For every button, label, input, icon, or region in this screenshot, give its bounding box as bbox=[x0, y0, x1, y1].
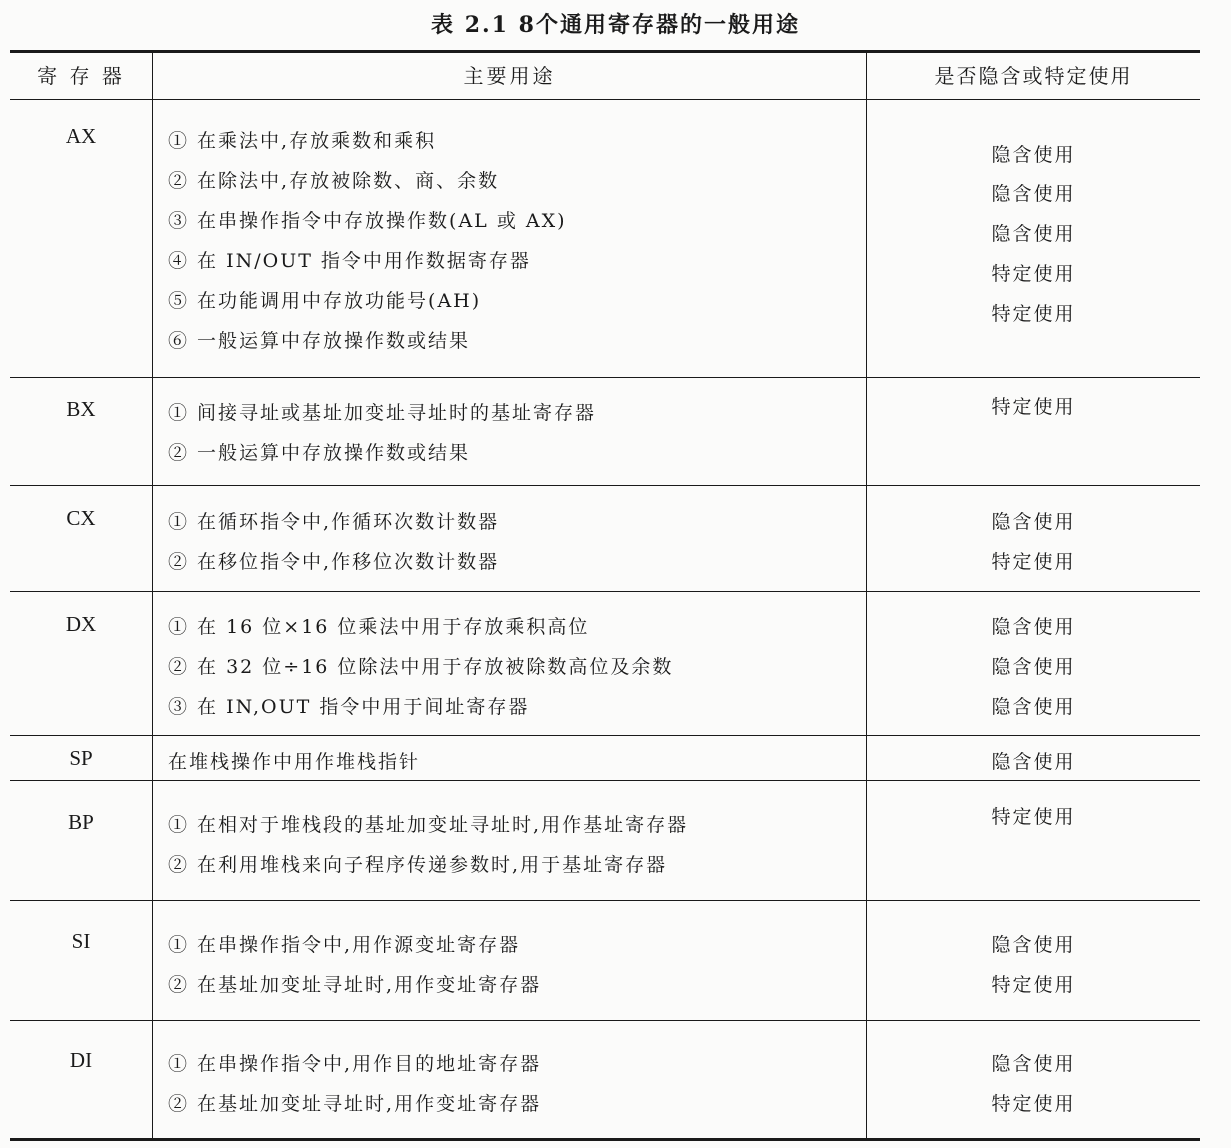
row-rule bbox=[10, 735, 1200, 736]
usage-item: ③ 在串操作指令中存放操作数(AL 或 AX) bbox=[168, 210, 567, 232]
header-mode: 是否隐含或特定使用 bbox=[934, 64, 1133, 88]
usage-mode: 特定使用 bbox=[991, 974, 1076, 996]
usage-item: ② 在 32 位÷16 位除法中用于存放被除数高位及余数 bbox=[168, 656, 674, 678]
register-name: BP bbox=[68, 810, 94, 834]
row-rule bbox=[10, 1020, 1200, 1021]
register-name: DI bbox=[69, 1048, 93, 1072]
usage-mode: 特定使用 bbox=[991, 396, 1076, 418]
register-name: DX bbox=[65, 612, 97, 636]
usage-item: ⑥ 一般运算中存放操作数或结果 bbox=[168, 330, 471, 352]
usage-item: ② 在基址加变址寻址时,用作变址寄存器 bbox=[168, 1093, 542, 1115]
usage-mode: 隐含使用 bbox=[991, 751, 1076, 773]
usage-mode: 特定使用 bbox=[991, 263, 1076, 285]
usage-item: ② 在利用堆栈来向子程序传递参数时,用于基址寄存器 bbox=[168, 854, 668, 876]
usage-item: 在堆栈操作中用作堆栈指针 bbox=[168, 751, 421, 773]
table-caption: 表 2.1 8个通用寄存器的一般用途 bbox=[431, 12, 800, 38]
row-rule bbox=[10, 900, 1200, 901]
usage-item: ① 在 16 位×16 位乘法中用于存放乘积高位 bbox=[168, 616, 590, 638]
usage-item: ① 在循环指令中,作循环次数计数器 bbox=[168, 511, 500, 533]
usage-mode: 隐含使用 bbox=[991, 934, 1076, 956]
register-name: AX bbox=[65, 124, 97, 148]
usage-item: ③ 在 IN,OUT 指令中用于间址寄存器 bbox=[168, 696, 530, 718]
usage-mode: 特定使用 bbox=[991, 806, 1076, 828]
usage-mode: 隐含使用 bbox=[991, 144, 1076, 166]
usage-item: ① 在乘法中,存放乘数和乘积 bbox=[168, 130, 437, 152]
register-name: SI bbox=[71, 929, 91, 953]
register-name: BX bbox=[66, 397, 96, 421]
register-name: SP bbox=[69, 746, 93, 770]
row-rule bbox=[10, 591, 1200, 592]
usage-item: ① 在相对于堆栈段的基址加变址寻址时,用作基址寄存器 bbox=[168, 814, 689, 836]
usage-mode: 特定使用 bbox=[991, 1093, 1076, 1115]
usage-mode: 隐含使用 bbox=[991, 183, 1076, 205]
usage-mode: 隐含使用 bbox=[991, 511, 1076, 533]
usage-mode: 特定使用 bbox=[991, 551, 1076, 573]
usage-item: ② 在移位指令中,作移位次数计数器 bbox=[168, 551, 500, 573]
row-rule bbox=[10, 780, 1200, 781]
header-purpose: 主要用途 bbox=[463, 64, 556, 88]
usage-mode: 特定使用 bbox=[991, 303, 1076, 325]
usage-mode: 隐含使用 bbox=[991, 696, 1076, 718]
row-rule bbox=[10, 377, 1200, 378]
usage-item: ② 一般运算中存放操作数或结果 bbox=[168, 442, 471, 464]
column-divider-1 bbox=[152, 52, 153, 1140]
register-name: CX bbox=[66, 506, 96, 530]
usage-item: ① 在串操作指令中,用作源变址寄存器 bbox=[168, 934, 521, 956]
usage-mode: 隐含使用 bbox=[991, 616, 1076, 638]
usage-mode: 隐含使用 bbox=[991, 1053, 1076, 1075]
usage-mode: 隐含使用 bbox=[991, 223, 1076, 245]
header-register: 寄 存 器 bbox=[37, 64, 125, 88]
usage-item: ④ 在 IN/OUT 指令中用作数据寄存器 bbox=[168, 250, 531, 272]
usage-item: ① 在串操作指令中,用作目的地址寄存器 bbox=[168, 1053, 542, 1075]
usage-item: ⑤ 在功能调用中存放功能号(AH) bbox=[168, 290, 482, 312]
usage-item: ① 间接寻址或基址加变址寻址时的基址寄存器 bbox=[168, 402, 597, 424]
table-bottom-rule bbox=[10, 1138, 1200, 1141]
usage-item: ② 在除法中,存放被除数、商、余数 bbox=[168, 170, 500, 192]
usage-item: ② 在基址加变址寻址时,用作变址寄存器 bbox=[168, 974, 542, 996]
row-rule bbox=[10, 485, 1200, 486]
usage-mode: 隐含使用 bbox=[991, 656, 1076, 678]
